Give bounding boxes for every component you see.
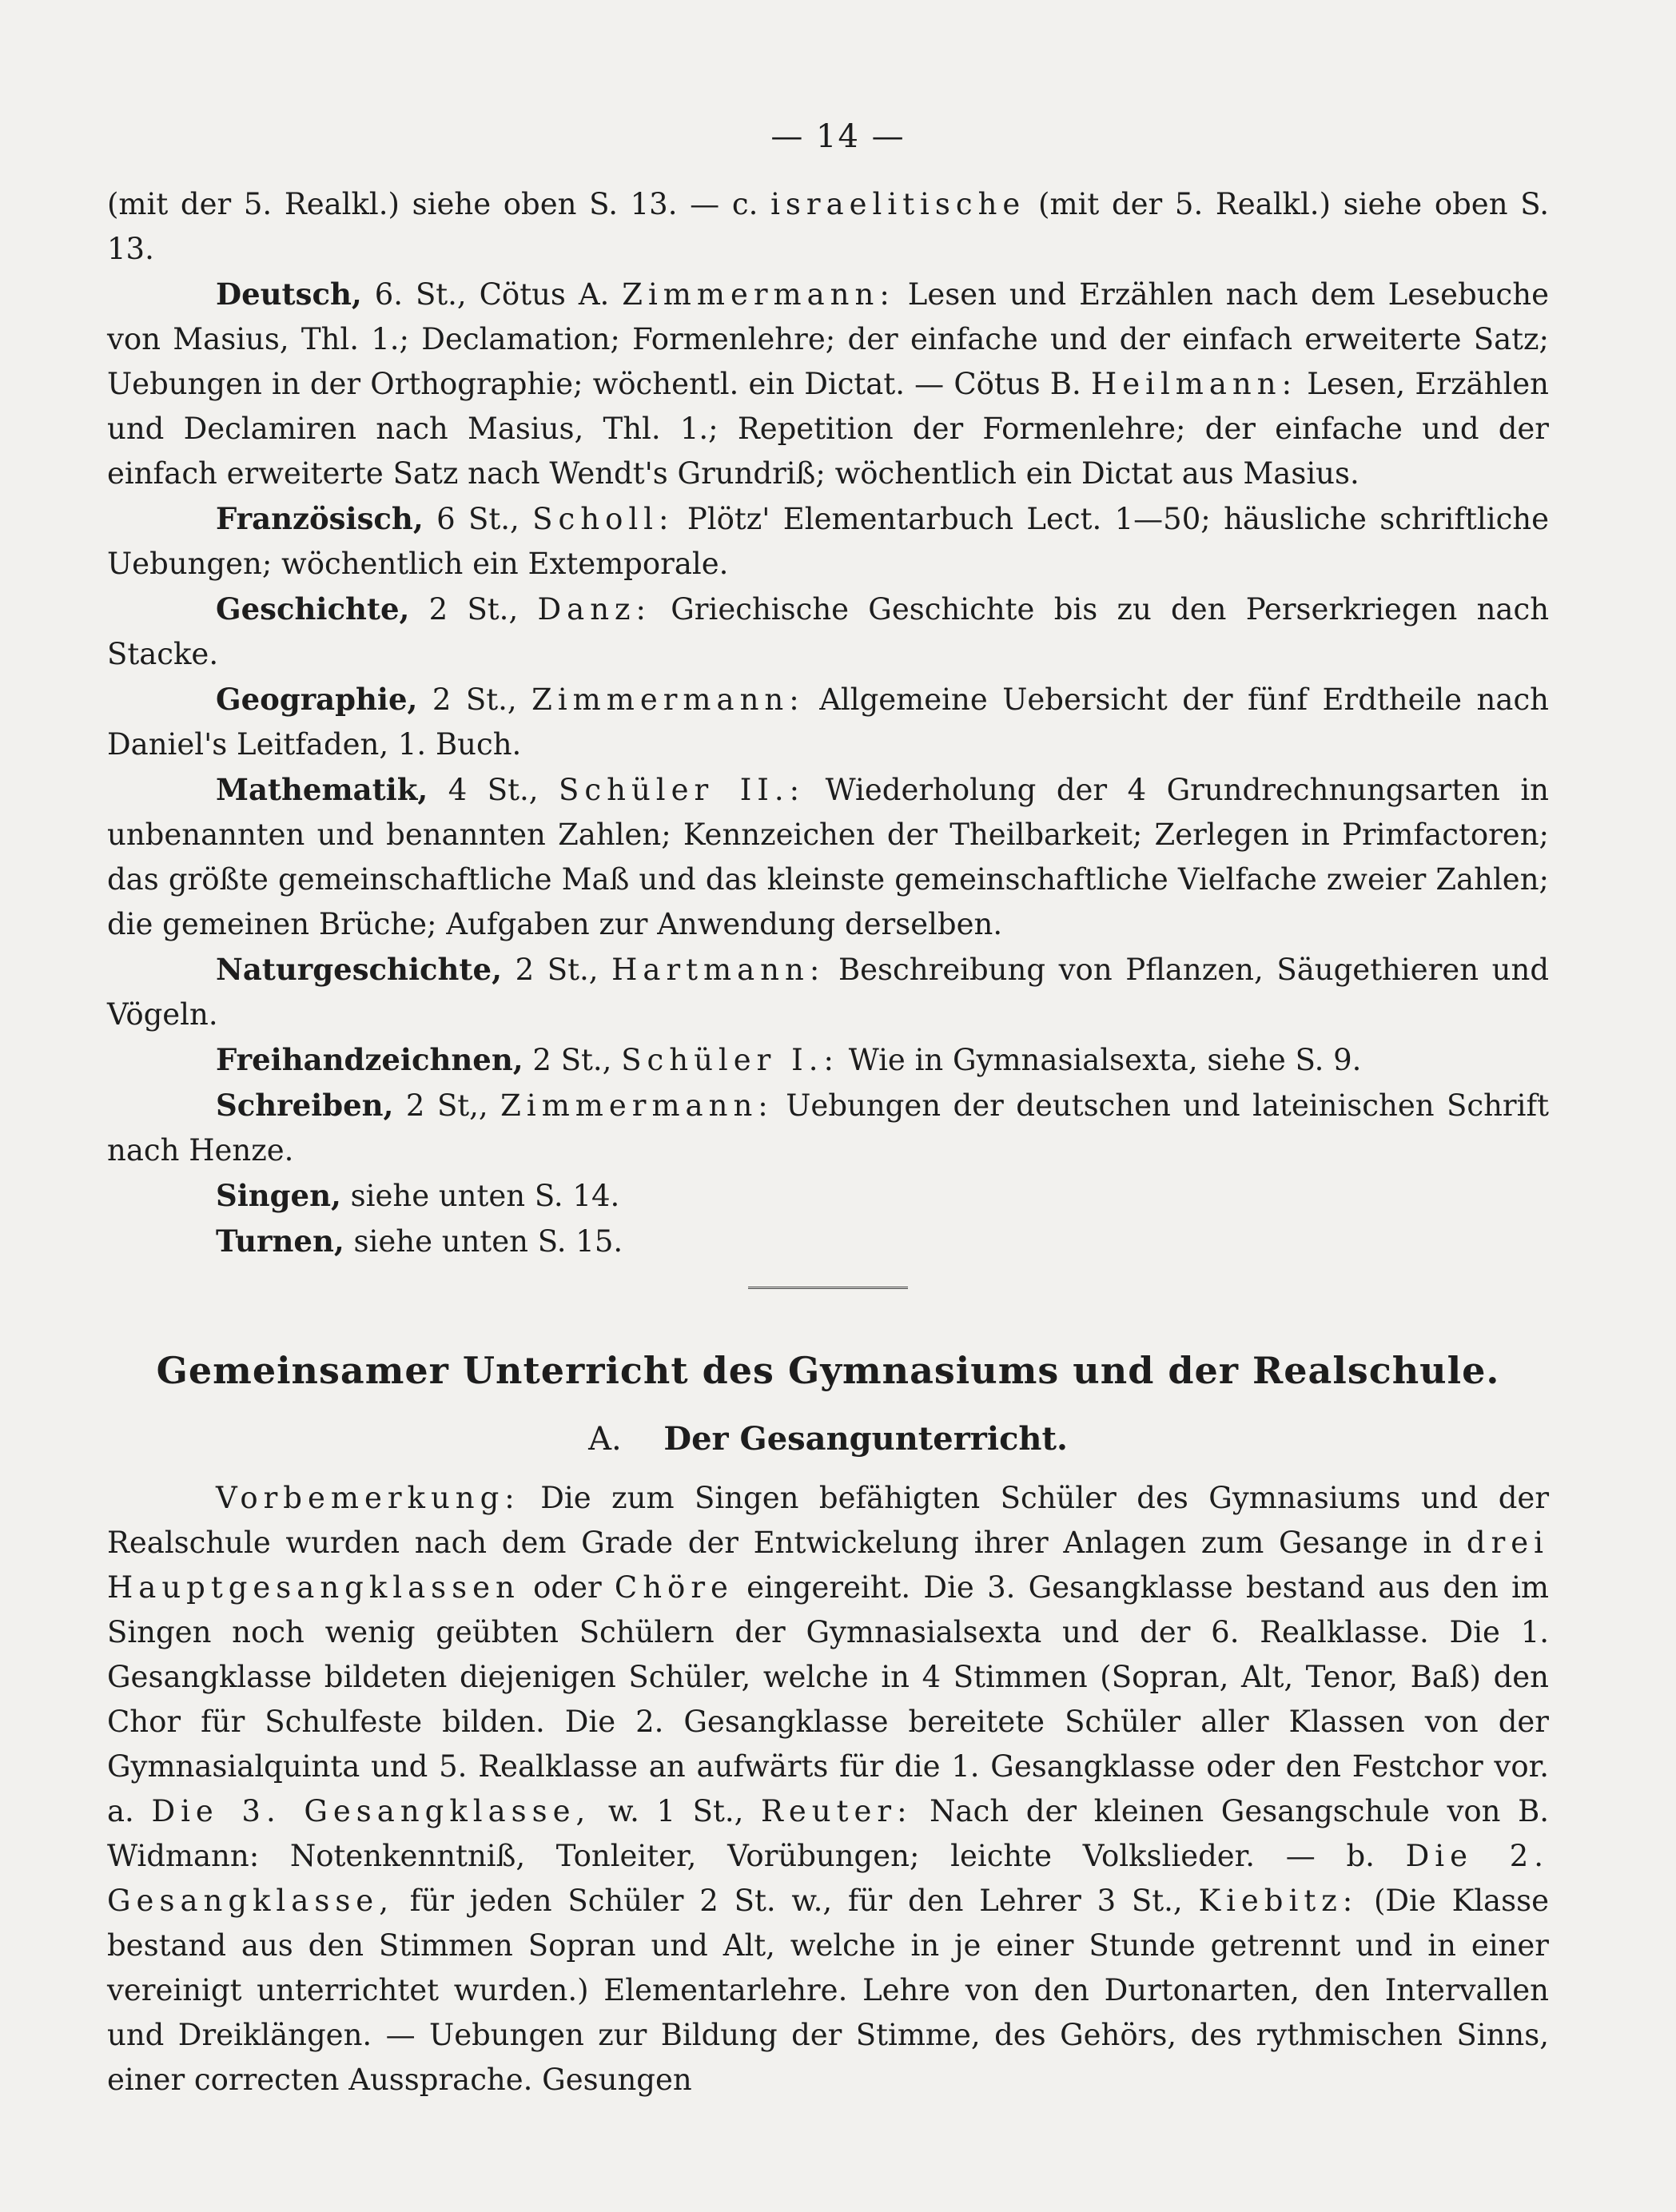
- subject-title: Singen,: [216, 1178, 341, 1213]
- subject-title: Naturgeschichte,: [216, 952, 502, 987]
- subject-deutsch: Deutsch, 6. St., Cötus A. Zimmermann: Lesen und Erzählen nach dem Lesebuche von Masius, Thl. 1.; Declamation; Formenlehre; der einfache und der einfach erweiterte Satz; Uebungen in der Orthographie; wöchentl. ein Dictat. — Cötus B. Heilmann: Lesen, Erzählen und Declamiren nach Masius, Thl. 1.; Repetition der Formenlehre; der einfache und der einfach erweiterte Satz nach Wendt's Grundriß; wöchentlich ein Dictat aus Masius.: [107, 276, 1550, 491]
- subject-title: Deutsch,: [216, 276, 362, 312]
- subject-title: Turnen,: [216, 1223, 344, 1259]
- page-number: — 14 —: [770, 118, 906, 155]
- subsection-label: A.: [588, 1421, 622, 1458]
- subject-franzoesisch: Französisch, 6 St., Scholl: Plötz' Elementarbuch Lect. 1—50; häusliche schriftliche Uebungen; wöchentlich ein Extemporale.: [107, 501, 1550, 581]
- teacher-name: Zimmermann:: [622, 277, 895, 312]
- subject-title: Freihandzeichnen,: [216, 1042, 524, 1077]
- teacher-name: Schüler II.:: [559, 773, 806, 807]
- subject-singen: Singen, siehe unten S. 14.: [216, 1178, 620, 1213]
- section-subheading: [107, 1417, 1549, 1462]
- teacher-name: Zimmermann:: [531, 682, 805, 717]
- subject-turnen: Turnen, siehe unten S. 15.: [216, 1223, 623, 1259]
- vorbemerkung-paragraph: Vorbemerkung: Die zum Singen befähigten Schüler des Gymnasiums und der Realschule wurden nach dem Grade der Entwickelung ihrer Anlagen zum Gesange in drei Hauptgesangklassen oder Chöre eingereiht. Die 3. Gesangklasse bestand aus den im Singen noch wenig geübten Schülern der Gymnasialsexta und der 6. Realklasse. Die 1. Gesangklasse bildeten diejenigen Schüler, welche in 4 Stimmen (Sopran, Alt, Tenor, Baß) den Chor für Schulfeste bilden. Die 2. Gesangklasse bereitete Schüler aller Klassen von der Gymnasialquinta und 5. Realklasse an aufwärts für die 1. Gesangklasse oder den Festchor vor. a. Die 3. Gesangklasse, w. 1 St., Reuter: Nach der kleinen Gesangschule von B. Widmann: Notenkenntniß, Tonleiter, Vorübungen; leichte Volkslieder. — b. Die 2. Gesangklasse, für jeden Schüler 2 St. w., für den Lehrer 3 St., Kiebitz: (Die Klasse bestand aus den Stimmen Sopran und Alt, welche in je einer Stunde getrennt und in einer vereinigt unterrichtet wurden.) Elementarlehre. Lehre von den Durtonarten, den Intervallen und Dreiklängen. — Uebungen zur Bildung der Stimme, des Gehörs, des rythmischen Sinns, einer correcten Aussprache. Gesungen: [107, 1481, 1550, 2097]
- subject-title: Geschichte,: [216, 591, 410, 627]
- subject-mathematik: Mathematik, 4 St., Schüler II.: Wiederholung der 4 Grundrechnungsarten in unbenannten und benannten Zahlen; Kennzeichen der Theilbarkeit; Zerlegen in Primfactoren; das größte gemeinschaftliche Maß und das kleinste gemeinschaftliche Vielfache zweier Zahlen; die gemeinen Brüche; Aufgaben zur Anwendung derselben.: [107, 772, 1549, 941]
- intro-paragraph: (mit der 5. Realkl.) siehe oben S. 13. — c. israelitische (mit der 5. Realkl.) siehe oben S. 13.: [107, 187, 1550, 266]
- spaced-term: Die 3. Gesangklasse,: [151, 1794, 591, 1828]
- teacher-name: Reuter:: [761, 1794, 913, 1828]
- subject-title: Mathematik,: [216, 772, 428, 807]
- page-body: [107, 182, 1549, 2103]
- subject-title: Französisch,: [216, 501, 424, 536]
- subject-geographie: Geographie, 2 St., Zimmermann: Allgemeine Uebersicht der fünf Erdtheile nach Daniel's Leitfaden, 1. Buch.: [107, 682, 1549, 762]
- teacher-name: Heilmann:: [1090, 367, 1298, 401]
- spaced-term: drei Hauptgesangklassen: [107, 1526, 1549, 1605]
- teacher-name: Scholl:: [532, 502, 675, 536]
- section-heading: Gemeinsamer Unterricht des Gymnasiums und der Realschule.: [156, 1349, 1500, 1392]
- subject-freihandzeichnen: Freihandzeichnen, 2 St., Schüler I.: Wie in Gymnasialsexta, siehe S. 9.: [216, 1042, 1362, 1077]
- subject-title: Schreiben,: [216, 1088, 394, 1123]
- subject-geschichte: Geschichte, 2 St., Danz: Griechische Geschichte bis zu den Perserkriegen nach Stacke.: [107, 591, 1550, 671]
- subject-schreiben: Schreiben, 2 St,, Zimmermann: Uebungen der deutschen und lateinischen Schrift nach Henze.: [107, 1088, 1550, 1168]
- spaced-term: Chöre: [614, 1570, 734, 1605]
- spaced-term: Die 2. Gesangklasse,: [107, 1839, 1549, 1918]
- teacher-name: Kiebitz:: [1198, 1884, 1359, 1918]
- teacher-name: Schüler I.:: [621, 1043, 839, 1077]
- section-divider: [748, 1279, 908, 1289]
- subsection-title: Der Gesangunterricht.: [663, 1420, 1068, 1458]
- teacher-name: Zimmermann:: [500, 1088, 774, 1123]
- spaced-term: israelitische: [770, 187, 1026, 221]
- spaced-term: Vorbemerkung:: [216, 1481, 520, 1515]
- teacher-name: Hartmann:: [611, 953, 826, 987]
- subject-naturgeschichte: Naturgeschichte, 2 St., Hartmann: Beschreibung von Pflanzen, Säugethieren und Vögeln.: [107, 952, 1550, 1032]
- subject-title: Geographie,: [216, 682, 418, 717]
- teacher-name: Danz:: [537, 592, 651, 627]
